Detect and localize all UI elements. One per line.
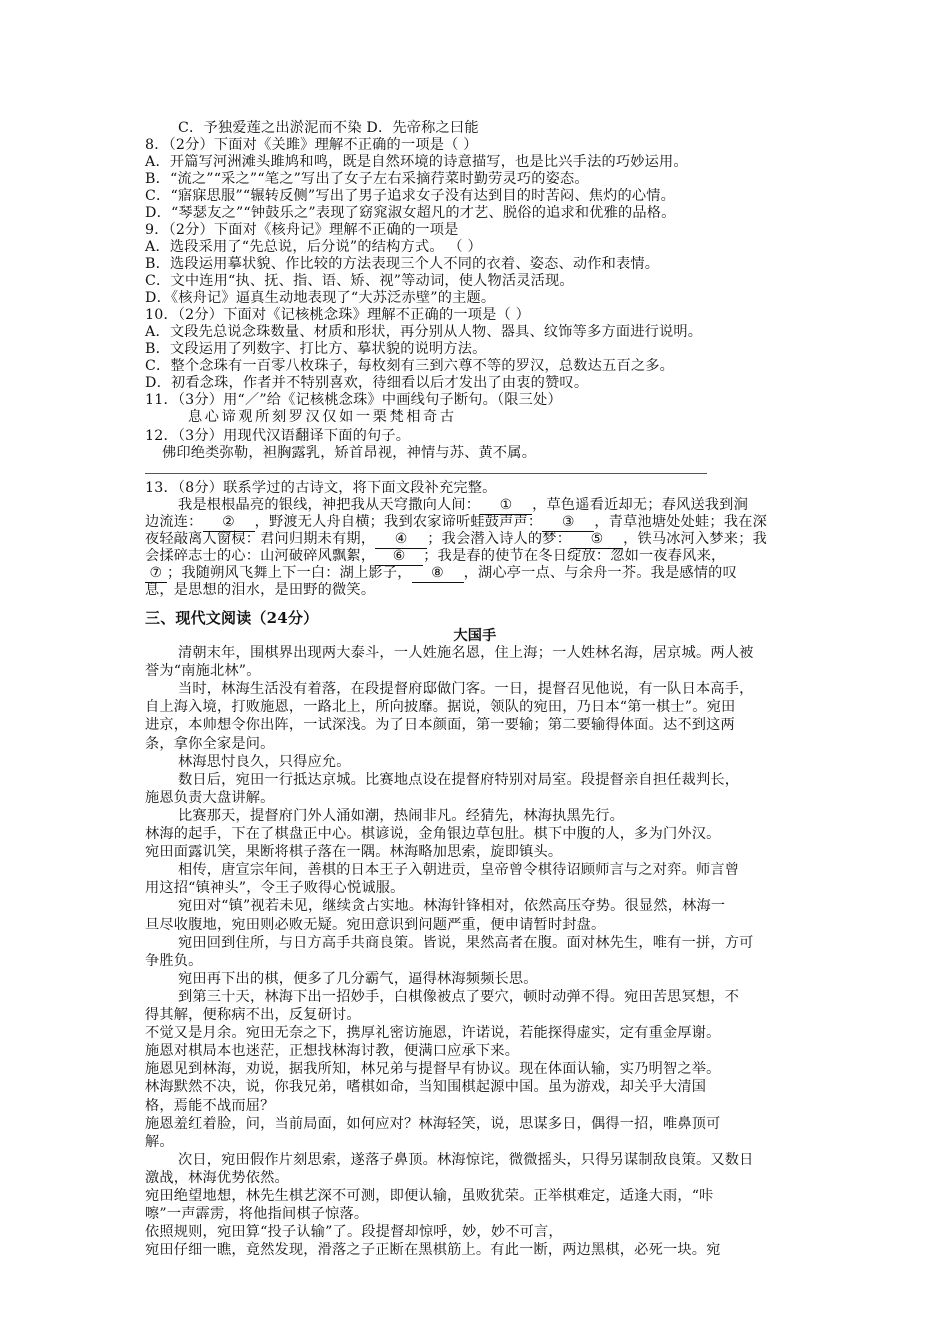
story-line: 当时，林海生活没有着落，在段提督府邸做门客。一日，提督召见他说，有一队日本高手， <box>178 681 754 698</box>
section-title: 三、现代文阅读（24分） <box>145 609 319 627</box>
option-line: C．予独爱莲之出淤泥而不染 D．先帝称之曰能 <box>178 120 479 136</box>
blank-7[interactable]: ⑦ <box>145 565 167 583</box>
q13-text: 会揉碎志士的心：山河破碎风飘絮， <box>145 548 376 564</box>
q13-line <box>145 514 767 532</box>
q13-line <box>178 497 748 515</box>
q13-text: ，铁马冰河入梦来；我 <box>623 531 767 547</box>
story-line: 宛田绝望地想，林先生棋艺深不可测，即便认输，虽败犹荣。正举棋难定，适逢大雨，“咔 <box>145 1188 714 1204</box>
blank-2[interactable]: ② <box>203 514 255 532</box>
story-line: 格，焉能不战而屈？ <box>145 1097 275 1114</box>
story-line: 施恩见到林海，劝说，据我所知，林兄弟与提督早有协议。现在体面认输，实乃明智之举。 <box>145 1061 721 1078</box>
q13-text: ，野渡无人舟自横；我到农家谛听蛙鼓声声： <box>254 514 543 530</box>
story-line: 到第三十天，林海下出一招妙手，白棋像被点了要穴，顿时动弹不得。宛田苦思冥想，不 <box>178 988 740 1005</box>
story-line: 林海的起手，下在了棋盘正中心。棋谚说，金角银边草包肚。棋下中腹的人，多为门外汉。 <box>145 826 721 842</box>
question-9: 9．（2分）下面对《核舟记》理解不正确的一项是 <box>145 222 459 238</box>
story-line: 施恩羞红着脸，问，当前局面，如何应对？林海轻笑，说，思谋多日，偶得一招，唯鼻顶可 <box>145 1115 721 1132</box>
q13-text: ；我是春的使节在冬日绽放：忽如一夜春风来， <box>423 548 726 564</box>
story-line: 林海默然不决，说，你我兄弟，嗜棋如命，当知围棋起源中国。虽为游戏，却关乎大清国 <box>145 1079 707 1096</box>
story-line: 宛田仔细一瞧，竟然发现，滑落之子正断在黑棋筋上。有此一断，两边黑棋，必死一块。宛 <box>145 1242 721 1259</box>
option-line: C．“寤寐思服”“辗转反侧”写出了男子追求女子没有达到目的时苦闷、焦灼的心情。 <box>145 188 676 204</box>
option-line: B．文段运用了列数字、打比方、摹状貌的说明方法。 <box>145 341 487 357</box>
story-line: 比赛那天，提督府门外人涌如潮，热闹非凡。经猜先，林海执黑先行。 <box>178 807 625 824</box>
option-line: D．《核舟记》逼真生动地表现了“大苏泛赤壁”的主题。 <box>145 290 496 306</box>
blank-5[interactable]: ⑤ <box>571 531 623 549</box>
story-line: 争胜负。 <box>145 952 203 969</box>
story-line: 次日，宛田假作片刻思索，遂落子鼻顶。林海惊诧，微微摇头，只得另谋制敌良策。又数日 <box>178 1151 754 1168</box>
q13-text: ，湖心亭一点、与余舟一芥。我是感情的叹 <box>463 565 737 581</box>
q13-line: 息，是思想的泪水，是田野的微笑。 <box>145 582 376 598</box>
story-line: 宛田再下出的棋，便多了几分霸气，逼得林海频频长思。 <box>178 970 538 987</box>
q13-line <box>145 531 767 549</box>
story-line: 激战，林海优势依然。 <box>145 1169 289 1186</box>
answer-line <box>145 473 707 474</box>
story-line: 进京，本帅想令你出阵，一试深浅。为了日本颜面，第一要输；第二要输得体面。达不到这两 <box>145 717 735 734</box>
story-line: 誉为“南施北林”。 <box>145 663 261 680</box>
blank-6[interactable]: ⑥ <box>375 548 423 566</box>
story-line: 嚓”一声霹雳，将他指间棋子惊落。 <box>145 1206 369 1223</box>
story-line: 宛田面露讥笑，果断将棋子落在一隅。林海略加思索，旋即镇头。 <box>145 844 563 861</box>
option-line: D．“琴瑟友之”“钟鼓乐之”表现了窈窕淑女超凡的才艺、脱俗的追求和优雅的品格。 <box>145 205 676 221</box>
q13-text: 夜轻敲离人窗棂：君问归期未有期， <box>145 531 376 547</box>
option-line: C．整个念珠有一百零八枚珠子，每枚刻有三到六尊不等的罗汉，总数达五百之多。 <box>145 358 675 374</box>
q13-text: ，草色遥看近却无；春风送我到涧 <box>532 497 748 513</box>
story-line: 施恩对棋局本也迷茫，正想找林海讨教，便满口应承下来。 <box>145 1043 520 1060</box>
story-line: 依照规则，宛田算“投子认输”了。段提督却惊呼，妙，妙不可言， <box>145 1224 563 1241</box>
story-line: 条，拿你全家是问。 <box>145 735 275 752</box>
option-line: D．初看念珠，作者并不特别喜欢，待细看以后才发出了由衷的赞叹。 <box>145 375 589 391</box>
story-line: 解。 <box>145 1133 174 1150</box>
q13-text: ，青草池塘处处蛙；我在深 <box>594 514 767 530</box>
story-line: 相传，唐宣宗年间，善棋的日本王子入朝进贡，皇帝曾令棋待诏顾师言与之对弈。师言曾 <box>178 862 740 879</box>
blank-1[interactable]: ① <box>480 497 532 515</box>
question-10: 10．（2分）下面对《记核桃念珠》理解不正确的一项是（ ） <box>145 307 530 323</box>
question-8: 8．（2分）下面对《关雎》理解不正确的一项是（ ） <box>145 137 478 153</box>
story-line: 得其解，便称病不出，反复研讨。 <box>145 1007 361 1023</box>
option-line: A．开篇写河洲滩头雎鸠和鸣，既是自然环境的诗意描写，也是比兴手法的巧妙运用。 <box>145 154 688 170</box>
story-line: 宛田对“镇”视若未见，继续贪占实地。林海针锋相对，依然高压夺势。很显然，林海一 <box>178 898 726 915</box>
q13-text: ；我会潜入诗人的梦： <box>427 531 572 547</box>
story-line: 旦尽收腹地，宛田则必败无疑。宛田意识到问题严重，便申请暂时封盘。 <box>145 916 606 933</box>
story-line: 林海思忖良久，只得应允。 <box>178 753 351 770</box>
story-line: 清朝末年，围棋界出现两大泰斗，一人姓施名恩，住上海；一人姓林名海，居京城。两人被 <box>178 645 754 661</box>
story-line: 用这招“镇神头”，令王子败得心悦诚服。 <box>145 880 405 897</box>
q12-sentence: 佛印绝类弥勒，袒胸露乳，矫首昂视，神情与苏、黄不属。 <box>162 445 537 461</box>
story-line: 不觉又是月余。宛田无奈之下，携厚礼密访施恩，许诺说，若能探得虚实，定有重金厚谢。 <box>145 1025 721 1042</box>
blank-3[interactable]: ③ <box>542 514 594 532</box>
q13-line <box>145 565 737 583</box>
story-line: 自上海入境，打败施恩，一路北上，所向披靡。据说，领队的宛田，乃日本“第一棋士”。宛田 <box>145 699 736 716</box>
option-line: B．选段运用摹状貌、作比较的方法表现三个人不同的衣着、姿态、动作和表情。 <box>145 256 660 272</box>
q13-line <box>145 548 725 566</box>
q11-sentence: 息心谛观所刻罗汉仅如一栗梵相奇古 <box>188 409 457 425</box>
question-11: 11．（3分）用“／”给《记核桃念珠》中画线句子断句。（限三处） <box>145 392 562 408</box>
question-13: 13．（8分）联系学过的古诗文，将下面文段补充完整。 <box>145 480 497 496</box>
story-title: 大国手 <box>453 628 497 644</box>
option-line: A．文段先总说念珠数量、材质和形状，再分别从人物、器具、纹饰等多方面进行说明。 <box>145 324 703 340</box>
question-12: 12．（3分）用现代汉语翻译下面的句子。 <box>145 428 411 444</box>
option-line: C．文中连用“执、抚、指、语、矫、视”等动词，使人物活灵活现。 <box>145 273 574 289</box>
blank-4[interactable]: ④ <box>375 531 427 549</box>
q13-text: 我是根根晶亮的银线，神把我从天穹撒向人间： <box>178 497 481 513</box>
q13-text: 边流连： <box>145 514 203 530</box>
blank-8[interactable]: ⑧ <box>412 565 464 583</box>
option-line: B．“流之”“采之”“笔之”写出了女子左右采摘荇菜时勤劳灵巧的姿态。 <box>145 171 589 187</box>
story-line: 施恩负责大盘讲解。 <box>145 789 275 806</box>
story-line: 数日后，宛田一行抵达京城。比赛地点设在提督府特别对局室。段提督亲自担任裁判长， <box>178 771 740 788</box>
q13-text: ；我随朔风飞舞上下一白：湖上影子， <box>167 565 412 581</box>
story-line: 宛田回到住所，与日方高手共商良策。皆说，果然高者在腹。面对林先生，唯有一拼，方可 <box>178 934 754 951</box>
option-line: A．选段采用了“先总说，后分说”的结构方式。 （ ） <box>145 239 482 255</box>
